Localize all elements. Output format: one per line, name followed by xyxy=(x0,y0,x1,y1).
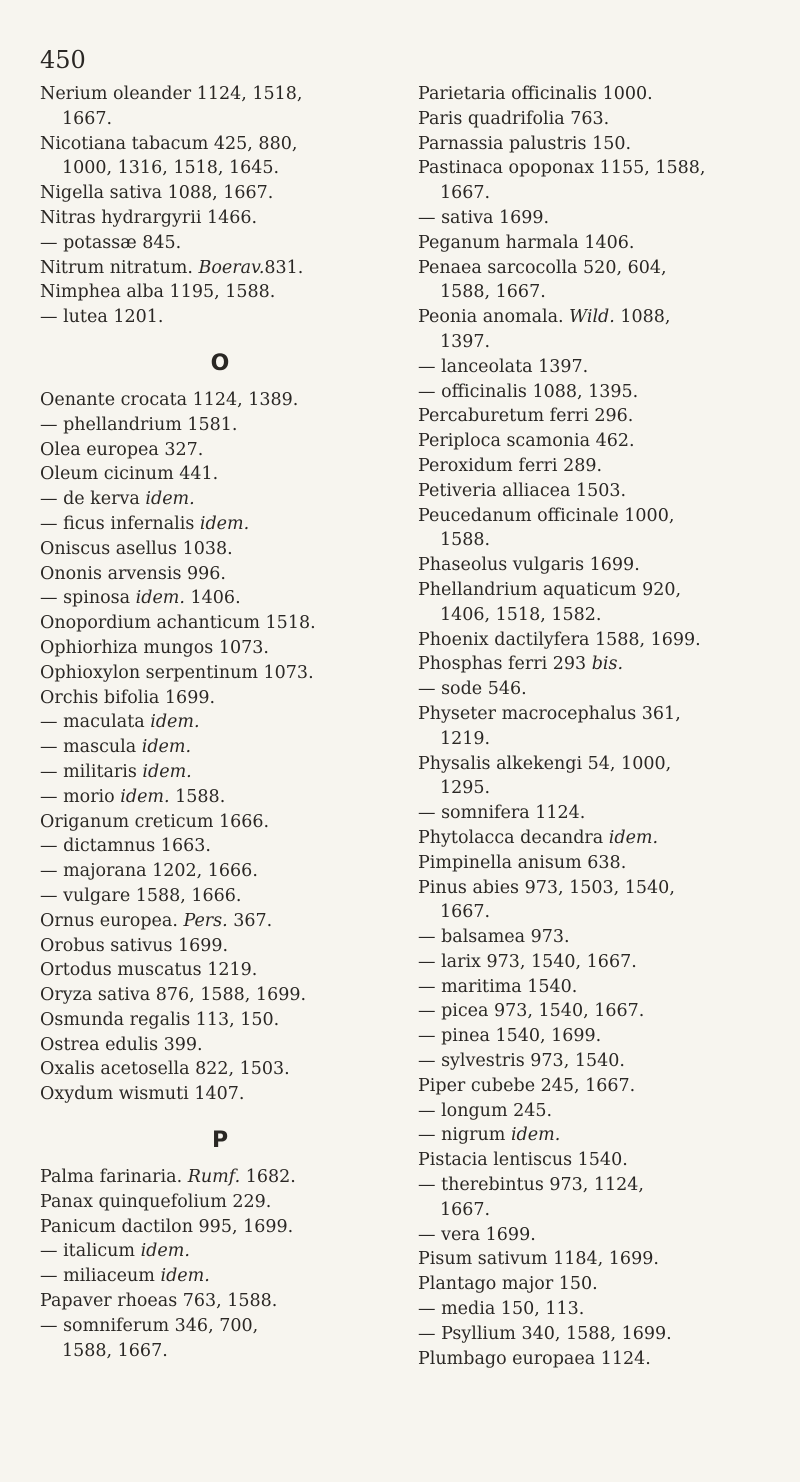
entry-text: Pisum sativum 1184, 1699. xyxy=(418,1249,659,1270)
index-entry xyxy=(418,355,784,380)
entry-text: Penaea sarcocolla 520, 604, xyxy=(418,257,667,278)
entry-text-tail: 831. xyxy=(264,257,304,278)
index-entry xyxy=(40,206,400,231)
entry-text: — picea 973, 1540, 1667. xyxy=(418,1001,645,1022)
index-entry xyxy=(40,611,400,636)
index-entry-continuation xyxy=(418,900,784,925)
entry-text: Petiveria alliacea 1503. xyxy=(418,480,627,501)
entry-text: Phellandrium aquaticum 920, xyxy=(418,579,682,600)
index-entry xyxy=(40,132,400,157)
entry-text: Panicum dactilon 995, 1699. xyxy=(40,1216,294,1237)
entry-text: Pistacia lentiscus 1540. xyxy=(418,1150,628,1171)
index-entry xyxy=(418,999,784,1024)
entry-italic-text: idem. xyxy=(142,761,192,782)
index-entry xyxy=(40,462,400,487)
index-entry xyxy=(40,1289,400,1314)
entry-text: Oenante crocata 1124, 1389. xyxy=(40,389,299,410)
entry-text: Phaseolus vulgaris 1699. xyxy=(418,555,640,576)
entry-text: — longum 245. xyxy=(418,1100,553,1121)
index-entry xyxy=(40,636,400,661)
index-entry xyxy=(40,785,400,810)
index-entry xyxy=(418,454,784,479)
entry-text: 1295. xyxy=(440,778,491,799)
entry-text: Orchis bifolia 1699. xyxy=(40,687,216,708)
entry-text: Nimphea alba 1195, 1588. xyxy=(40,282,276,303)
index-entry xyxy=(40,1264,400,1289)
entry-text: Pastinaca opoponax 1155, 1588, xyxy=(418,158,706,179)
index-entry-continuation xyxy=(418,280,784,305)
entry-text: — pinea 1540, 1699. xyxy=(418,1026,602,1047)
entry-text: — ficus infernalis xyxy=(40,513,200,534)
index-entry xyxy=(418,975,784,1000)
entry-text: 1588, 1667. xyxy=(62,1340,168,1361)
index-entry xyxy=(40,983,400,1008)
index-entry xyxy=(40,1314,400,1339)
entry-text-tail: 367. xyxy=(227,910,273,931)
index-entry-continuation xyxy=(418,181,784,206)
entry-italic-text: idem. xyxy=(199,513,250,534)
entry-italic-text: idem. xyxy=(120,786,170,807)
index-entry xyxy=(40,512,400,537)
entry-italic-text: idem. xyxy=(510,1125,561,1146)
entry-text: — vera 1699. xyxy=(418,1224,536,1245)
entry-text: — lanceolata 1397. xyxy=(418,356,589,377)
entry-text: Oleum cicinum 441. xyxy=(40,464,219,485)
entry-text: Nicotiana tabacum 425, 880, xyxy=(40,133,298,154)
index-entry xyxy=(418,132,784,157)
index-entry xyxy=(40,735,400,760)
entry-text: 1000, 1316, 1518, 1645. xyxy=(62,158,280,179)
entry-text: — Psyllium 340, 1588, 1699. xyxy=(418,1323,672,1344)
index-entry xyxy=(418,851,784,876)
entry-text: — militaris xyxy=(40,761,143,782)
index-entry xyxy=(418,950,784,975)
index-entry xyxy=(40,958,400,983)
entry-text: P xyxy=(211,1128,229,1154)
index-entry xyxy=(40,1165,400,1190)
index-entry xyxy=(40,388,400,413)
index-entry xyxy=(418,1173,784,1198)
index-entry xyxy=(418,1247,784,1272)
index-entry xyxy=(418,206,784,231)
index-entry-continuation xyxy=(40,156,400,181)
entry-text: — nigrum xyxy=(418,1125,511,1146)
entry-text: Ophiorhiza mungos 1073. xyxy=(40,637,269,658)
entry-text: Onopordium achanticum 1518. xyxy=(40,613,316,634)
index-entry xyxy=(40,810,400,835)
entry-text: — maculata xyxy=(40,712,151,733)
index-entry xyxy=(40,181,400,206)
index-entry xyxy=(418,752,784,777)
index-entry xyxy=(40,487,400,512)
entry-text: Ophioxylon serpentinum 1073. xyxy=(40,662,314,683)
entry-text: Plumbago europaea 1124. xyxy=(418,1348,651,1369)
entry-text: — miliaceum xyxy=(40,1266,161,1287)
entry-text: Periploca scamonia 462. xyxy=(418,431,635,452)
entry-text: — phellandrium 1581. xyxy=(40,414,238,435)
entry-text: Pimpinella anisum 638. xyxy=(418,852,627,873)
entry-text: Ornus europea. xyxy=(40,910,184,931)
index-entry-continuation xyxy=(418,727,784,752)
index-entry xyxy=(418,429,784,454)
entry-text: Piper cubebe 245, 1667. xyxy=(418,1075,636,1096)
entry-text: Plantago major 150. xyxy=(418,1274,598,1295)
index-entry-continuation xyxy=(418,776,784,801)
entry-text: Nitrum nitratum. xyxy=(40,257,199,278)
entry-text: 1667. xyxy=(440,1199,491,1220)
entry-text: Parietaria officinalis 1000. xyxy=(418,84,653,104)
entry-italic-text: bis. xyxy=(591,654,624,675)
entry-text: — therebintus 973, 1124, xyxy=(418,1175,644,1196)
entry-text-tail: 1682. xyxy=(240,1167,296,1188)
entry-italic-text: idem. xyxy=(141,737,192,758)
entry-italic-text: Rumf. xyxy=(187,1167,241,1188)
entry-text: Papaver rhoeas 763, 1588. xyxy=(40,1291,278,1312)
index-entry xyxy=(418,1148,784,1173)
entry-text: Percaburetum ferri 296. xyxy=(418,406,634,427)
entry-text: Oxalis acetosella 822, 1503. xyxy=(40,1059,290,1080)
index-entry xyxy=(418,479,784,504)
index-entry xyxy=(418,925,784,950)
index-entry xyxy=(418,380,784,405)
index-entry xyxy=(40,562,400,587)
entry-text: — de kerva xyxy=(40,489,146,510)
index-entry xyxy=(418,231,784,256)
page-number: 450 xyxy=(40,46,86,74)
entry-text: Physeter macrocephalus 361, xyxy=(418,703,681,724)
index-entry xyxy=(40,280,400,305)
index-entry-continuation xyxy=(40,1339,400,1364)
index-entry xyxy=(40,934,400,959)
index-entry xyxy=(418,1024,784,1049)
entry-text: — media 150, 113. xyxy=(418,1299,585,1320)
index-entry xyxy=(40,82,400,107)
index-entry xyxy=(418,1049,784,1074)
index-entry xyxy=(418,1099,784,1124)
entry-text: — mascula xyxy=(40,737,142,758)
index-entry xyxy=(40,909,400,934)
entry-text: — potassæ 845. xyxy=(40,232,182,253)
entry-text: Pinus abies 973, 1503, 1540, xyxy=(418,877,675,898)
index-entry xyxy=(40,859,400,884)
entry-text: Physalis alkekengi 54, 1000, xyxy=(418,753,672,774)
entry-text: 1406, 1518, 1582. xyxy=(440,604,602,625)
entry-text-tail: 1088, xyxy=(614,307,671,328)
index-entry xyxy=(418,1322,784,1347)
index-entry xyxy=(40,305,400,330)
entry-text: — spinosa xyxy=(40,588,136,609)
index-entry xyxy=(40,231,400,256)
entry-text: 1667. xyxy=(440,902,491,923)
entry-text: Ortodus muscatus 1219. xyxy=(40,960,258,981)
index-entry xyxy=(40,884,400,909)
index-entry xyxy=(418,553,784,578)
index-entry xyxy=(418,256,784,281)
entry-text: 1219. xyxy=(440,728,491,749)
index-entry xyxy=(418,504,784,529)
entry-text: 1397. xyxy=(440,331,491,352)
entry-text: — sylvestris 973, 1540. xyxy=(418,1051,625,1072)
entry-text: — larix 973, 1540, 1667. xyxy=(418,951,637,972)
index-entry xyxy=(418,826,784,851)
index-entry xyxy=(40,661,400,686)
entry-text: Ononis arvensis 996. xyxy=(40,563,226,584)
entry-text: Oryza sativa 876, 1588, 1699. xyxy=(40,985,307,1006)
entry-text: — officinalis 1088, 1395. xyxy=(418,381,639,402)
entry-text: Panax quinquefolium 229. xyxy=(40,1191,272,1212)
entry-text: — sode 546. xyxy=(418,679,527,700)
index-entry xyxy=(418,156,784,181)
index-entry xyxy=(418,628,784,653)
index-entry xyxy=(40,1190,400,1215)
entry-italic-text: Pers. xyxy=(183,910,228,931)
entry-text: Oniscus asellus 1038. xyxy=(40,538,233,559)
entry-text: — maritima 1540. xyxy=(418,976,578,997)
entry-text-tail: 1588. xyxy=(169,786,226,807)
entry-italic-text: idem. xyxy=(608,827,659,848)
index-entry xyxy=(418,404,784,429)
entry-text: — majorana 1202, 1666. xyxy=(40,861,258,882)
entry-text: Nitras hydrargyrii 1466. xyxy=(40,207,258,228)
entry-text: Phoenix dactilyfera 1588, 1699. xyxy=(418,629,701,650)
index-entry xyxy=(418,1074,784,1099)
index-entry xyxy=(418,1347,784,1372)
index-entry xyxy=(40,760,400,785)
index-entry xyxy=(40,686,400,711)
index-entry xyxy=(40,1082,400,1107)
entry-text: 1667. xyxy=(62,108,113,129)
index-entry xyxy=(40,413,400,438)
index-entry-continuation xyxy=(418,1198,784,1223)
entry-text: 1667. xyxy=(440,183,491,204)
index-entry xyxy=(40,438,400,463)
entry-text: Phytolacca decandra xyxy=(418,827,609,848)
section-letter-heading xyxy=(40,1117,400,1165)
index-entry xyxy=(40,537,400,562)
entry-text: — italicum xyxy=(40,1241,141,1262)
index-entry xyxy=(418,702,784,727)
index-column-left xyxy=(40,82,400,1363)
entry-text-tail: 1406. xyxy=(184,588,241,609)
index-entry xyxy=(40,1239,400,1264)
index-entry-continuation xyxy=(418,528,784,553)
index-entry xyxy=(40,1033,400,1058)
entry-italic-text: idem. xyxy=(135,588,185,609)
entry-text: — vulgare 1588, 1666. xyxy=(40,885,242,906)
index-entry xyxy=(418,652,784,677)
entry-text: O xyxy=(210,350,230,376)
index-entry xyxy=(418,305,784,330)
index-entry xyxy=(418,876,784,901)
index-entry xyxy=(418,578,784,603)
entry-text: Orobus sativus 1699. xyxy=(40,935,229,956)
index-entry xyxy=(40,256,400,281)
index-entry xyxy=(418,1223,784,1248)
entry-text: Palma farinaria. xyxy=(40,1167,188,1188)
entry-italic-text: Boerav. xyxy=(198,257,265,278)
entry-text: Ostrea edulis 399. xyxy=(40,1034,203,1055)
entry-italic-text: idem. xyxy=(145,489,195,510)
index-entry xyxy=(40,834,400,859)
entry-text: Nerium oleander 1124, 1518, xyxy=(40,84,303,104)
entry-text: Nigella sativa 1088, 1667. xyxy=(40,183,274,204)
entry-text: Peonia anomala. xyxy=(418,307,570,328)
index-entry xyxy=(418,677,784,702)
entry-text: Paris quadrifolia 763. xyxy=(418,108,610,129)
index-entry xyxy=(418,801,784,826)
index-entry xyxy=(418,1123,784,1148)
entry-text: Parnassia palustris 150. xyxy=(418,133,632,154)
entry-italic-text: idem. xyxy=(150,712,200,733)
section-letter-heading xyxy=(40,340,400,388)
index-entry xyxy=(418,107,784,132)
entry-text: 1588. xyxy=(440,530,491,551)
index-entry xyxy=(40,710,400,735)
entry-text: 1588, 1667. xyxy=(440,282,546,303)
index-entry-continuation xyxy=(40,107,400,132)
entry-text: Olea europea 327. xyxy=(40,439,204,460)
index-column-right xyxy=(418,82,784,1371)
entry-text: Peroxidum ferri 289. xyxy=(418,455,603,476)
entry-text: — lutea 1201. xyxy=(40,307,164,328)
entry-text: — somnifera 1124. xyxy=(418,803,586,824)
entry-text: — balsamea 973. xyxy=(418,927,570,948)
entry-italic-text: idem. xyxy=(160,1266,210,1287)
index-entry xyxy=(40,586,400,611)
entry-text: Oxydum wismuti 1407. xyxy=(40,1084,245,1105)
entry-text: — sativa 1699. xyxy=(418,207,550,228)
index-entry xyxy=(418,82,784,107)
entry-text: Peucedanum officinale 1000, xyxy=(418,505,675,526)
entry-text: — morio xyxy=(40,786,121,807)
entry-text: Peganum harmala 1406. xyxy=(418,232,635,253)
entry-italic-text: Wild. xyxy=(569,307,615,328)
entry-text: — dictamnus 1663. xyxy=(40,836,211,857)
entry-italic-text: idem. xyxy=(140,1241,190,1262)
index-entry xyxy=(40,1008,400,1033)
entry-text: Phosphas ferri 293 xyxy=(418,654,592,675)
entry-text: — somniferum 346, 700, xyxy=(40,1315,259,1336)
index-entry xyxy=(418,1272,784,1297)
entry-text: Origanum creticum 1666. xyxy=(40,811,270,832)
index-entry xyxy=(40,1215,400,1240)
index-entry-continuation xyxy=(418,603,784,628)
index-entry xyxy=(40,1057,400,1082)
entry-text: Osmunda regalis 113, 150. xyxy=(40,1009,280,1030)
index-entry xyxy=(418,1297,784,1322)
index-entry-continuation xyxy=(418,330,784,355)
